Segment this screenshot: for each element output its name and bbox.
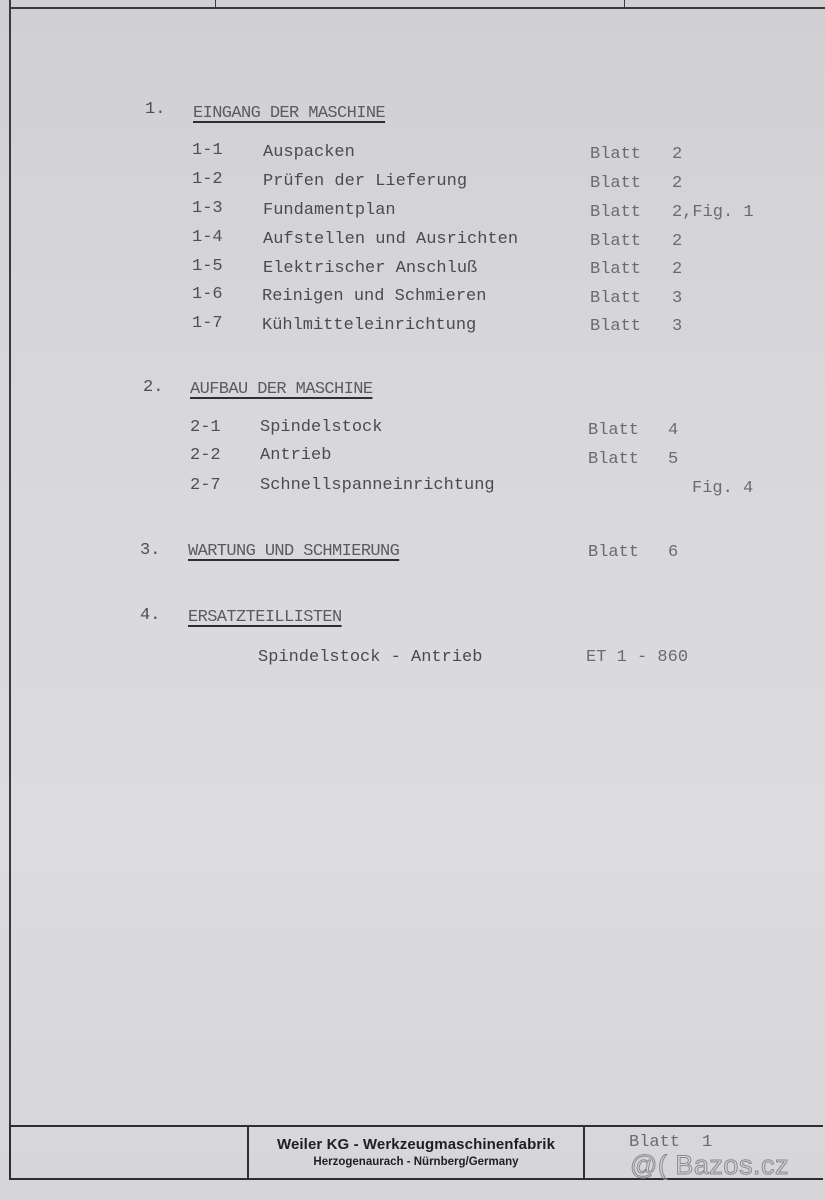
company-location: Herzogenaurach - Nürnberg/Germany	[313, 1156, 519, 1168]
item-ref-value: 3	[672, 289, 683, 308]
item-ref-value: 2	[672, 260, 683, 279]
item-ref-value: Fig. 4	[692, 479, 754, 498]
item-ref-label: Blatt	[590, 260, 642, 279]
item-label: Kühlmitteleinrichtung	[262, 316, 477, 335]
item-label: Antrieb	[260, 446, 332, 465]
section-ref-value: 6	[668, 543, 679, 562]
item-label: Schnellspanneinrichtung	[260, 476, 495, 495]
item-label: Elektrischer Anschluß	[263, 259, 478, 278]
title-block-divider	[583, 1127, 585, 1178]
company-info	[249, 1127, 583, 1178]
item-ref-label: Blatt	[590, 232, 642, 251]
watermark: @( Bazos.cz	[630, 1150, 789, 1180]
item-label: Auspacken	[263, 143, 355, 162]
item-ref-value: 2	[672, 232, 683, 251]
section-ref-label: Blatt	[588, 543, 640, 562]
section-title: AUFBAU DER MASCHINE	[190, 380, 373, 399]
item-ref-label: Blatt	[590, 289, 642, 308]
item-ref-label: Blatt	[590, 203, 642, 222]
item-code: 2-2	[190, 446, 221, 465]
section-number: 4.	[140, 606, 161, 625]
item-label: Reinigen und Schmieren	[262, 287, 487, 306]
item-label: Spindelstock - Antrieb	[258, 648, 483, 667]
section-number: 3.	[140, 541, 161, 560]
frame-border-top	[10, 7, 825, 9]
section-number: 1.	[145, 100, 166, 119]
item-code: 1-2	[192, 170, 223, 189]
header-divider	[215, 0, 216, 8]
item-ref-label: Blatt	[590, 317, 642, 336]
item-ref-value: 2	[672, 174, 683, 193]
item-ref-value: 3	[672, 317, 683, 336]
item-ref-value: 4	[668, 421, 679, 440]
item-code: 1-1	[192, 141, 223, 160]
item-label: Fundamentplan	[263, 201, 396, 220]
item-ref-label: Blatt	[590, 145, 642, 164]
header-divider	[624, 0, 625, 8]
item-code: 1-7	[192, 314, 223, 333]
item-ref-value: 2	[672, 145, 683, 164]
item-code: 1-5	[192, 257, 223, 276]
item-code: 1-4	[192, 228, 223, 247]
page-number: 1	[702, 1133, 713, 1152]
item-code: 2-1	[190, 418, 221, 437]
item-ref-value: ET 1 - 860	[586, 648, 689, 667]
item-label: Prüfen der Lieferung	[263, 172, 468, 191]
item-label: Spindelstock	[260, 418, 383, 437]
item-ref-value: 2,Fig. 1	[672, 203, 754, 222]
company-name: Weiler KG - Werkzeugmaschinenfabrik	[276, 1136, 556, 1153]
item-ref-label: Blatt	[588, 421, 640, 440]
item-label: Aufstellen und Ausrichten	[263, 230, 519, 249]
item-code: 1-6	[192, 285, 223, 304]
item-ref-label: Blatt	[590, 174, 642, 193]
frame-border-left	[9, 0, 11, 1170]
page-label: Blatt	[629, 1133, 681, 1152]
section-number: 2.	[143, 378, 164, 397]
item-code: 1-3	[192, 199, 223, 218]
item-ref-value: 5	[668, 450, 679, 469]
item-code: 2-7	[190, 476, 221, 495]
section-title: WARTUNG UND SCHMIERUNG	[188, 542, 400, 561]
section-title: EINGANG DER MASCHINE	[193, 104, 386, 123]
item-ref-label: Blatt	[588, 450, 640, 469]
section-title: ERSATZTEILLISTEN	[188, 608, 342, 627]
